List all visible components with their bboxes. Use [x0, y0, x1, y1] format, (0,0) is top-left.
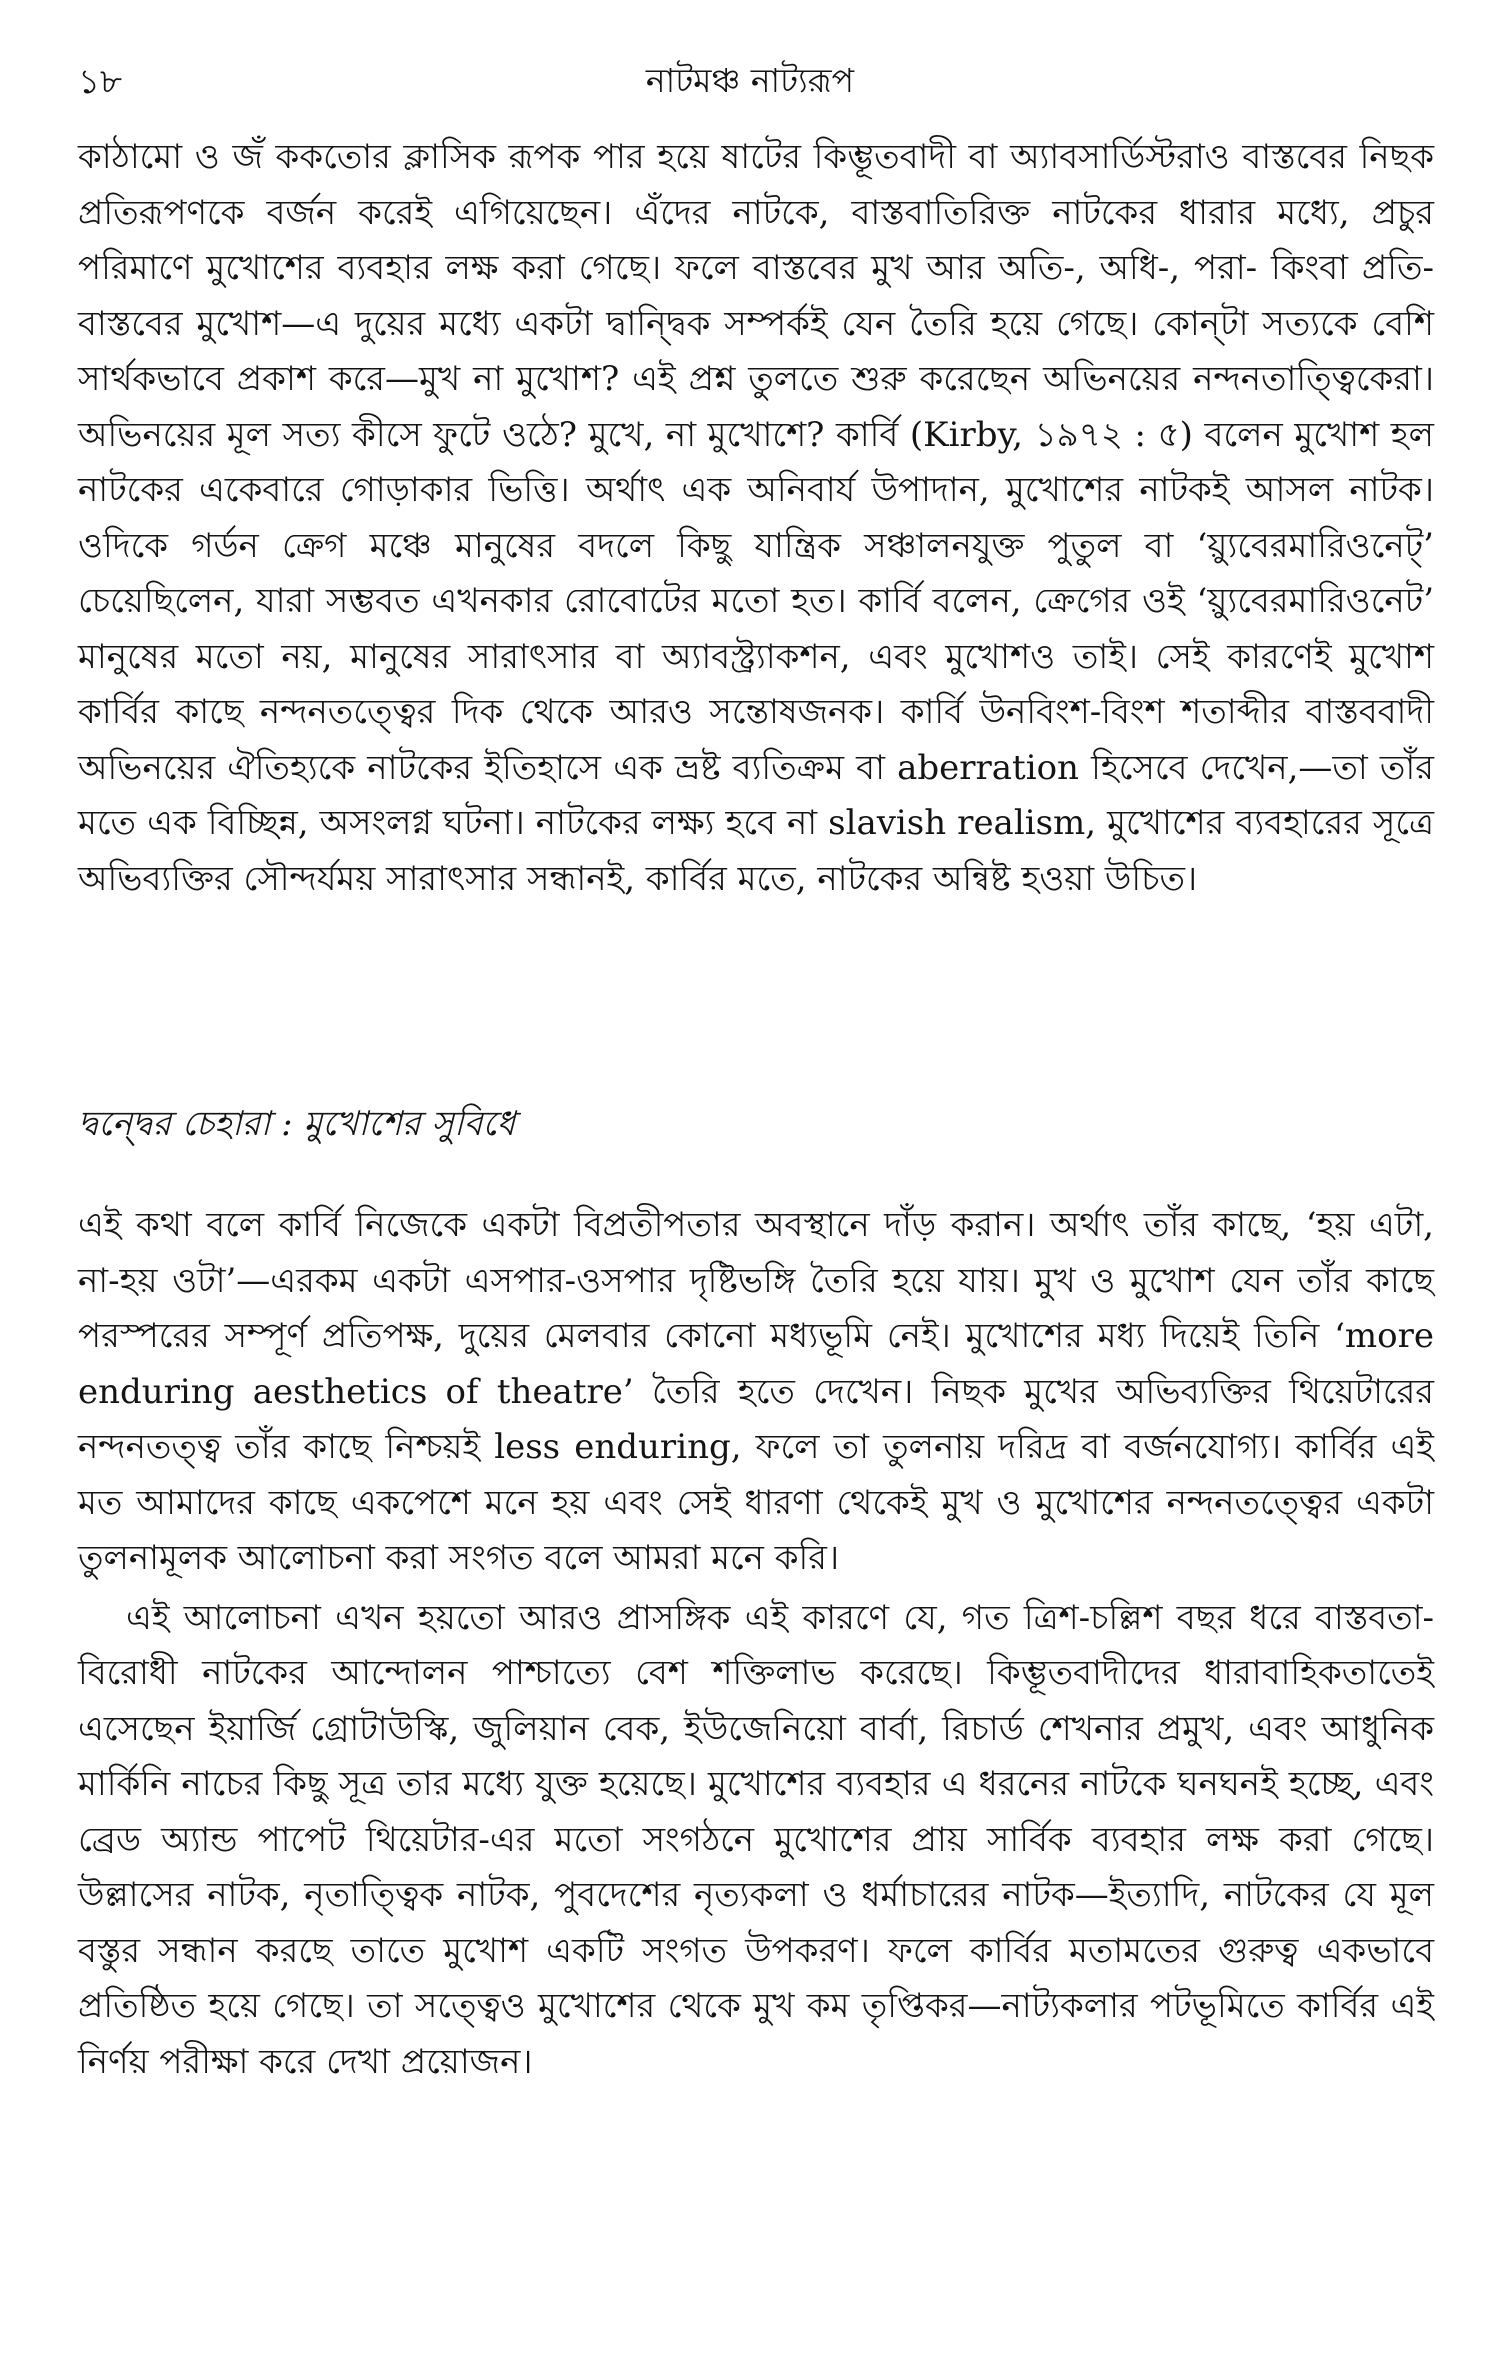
paragraph: কাঠামো ও জঁ ককতোর ক্লাসিক রূপক পার হয়ে ষাটের কিম্ভূতবাদী বা অ্যাবসার্ডিস্টরাও বাস্তবের নিছক প্রতিরূপণকে বর্জন করেই এগিয়েছেন। এঁদের নাটকে, বাস্তবাতিরিক্ত নাটকের ধারার মধ্যে, প্রচুর পরিমাণে মুখোশের ব্যবহার লক্ষ করা গেছে। ফলে বাস্তবের মুখ আর অতি-, অধি-, পরা- কিংবা প্রতি- বাস্তবের মুখোশ—এ দুয়ের মধ্যে একটা দ্বান্দ্বিক সম্পর্কই যেন তৈরি হয়ে গেছে। কোন্‌টা সত্যকে বেশি সার্থকভাবে প্রকাশ করে—মুখ না মুখোশ? এই প্রশ্ন তুলতে শুরু করেছেন অভিনয়ের নন্দনতাত্ত্বিকেরা। অভিনয়ের মূল সত্য কীসে ফুটে ওঠে? মুখে, না মুখোশে? কার্বি (Kirby, ১৯৭২ : ৫) বলেন মুখোশ হল নাটকের একেবারে গোড়াকার ভিত্তি। অর্থাৎ এক অনিবার্য উপাদান, মুখোশের নাটকই আসল নাটক। ওদিকে গর্ডন ক্রেগ মঞ্চে মানুষের বদলে কিছু যান্ত্রিক সঞ্চালনযুক্ত পুতুল বা ‘য়্যুবেরমারিওনেট্’ চেয়েছিলেন, যারা সম্ভবত এখনকার রোবোটের মতো হত। কার্বি বলেন, ক্রেগের ওই ‘য়্যুবেরমারিওনেট’ মানুষের মতো নয়, মানুষের সারাৎসার বা অ্যাবস্ট্র্যাকশন, এবং মুখোশও তাই। সেই কারণেই মুখোশ কার্বির কাছে নন্দনতত্ত্বের দিক থেকে আরও সন্তোষজনক। কার্বি উনবিংশ-বিংশ শতাব্দীর বাস্তববাদী অভিনয়ের ঐতিহ্যকে নাটকের ইতিহাসে এক ভ্রষ্ট ব্যতিক্রম বা aberration হিসেবে দেখেন,—তা তাঁর মতে এক বিচ্ছিন্ন, অসংলগ্ন ঘটনা। নাটকের লক্ষ্য হবে না slavish realism, মুখোশের ব্যবহারের সূত্রে অভিব্যক্তির সৌন্দর্যময় সারাৎসার সন্ধানই, কার্বির মতে, নাটকের অন্বিষ্ট হওয়া উচিত।: [78, 137, 1434, 899]
running-header-title: নাটমঞ্চ নাট্যরূপ: [645, 61, 855, 100]
page-number: ১৮: [78, 62, 123, 102]
paragraph: এই আলোচনা এখন হয়তো আরও প্রাসঙ্গিক এই কারণে যে, গত ত্রিশ-চল্লিশ বছর ধরে বাস্তবতা-বিরোধী নাটকের আন্দোলন পাশ্চাত্যে বেশ শক্তিলাভ করেছে। কিম্ভূতবাদীদের ধারাবাহিকতাতেই এসেছেন ইয়ার্জি গ্রোটাউস্কি, জুলিয়ান বেক, ইউজেনিয়ো বার্বা, রিচার্ড শেখনার প্রমুখ, এবং আধুনিক মার্কিনি নাচের কিছু সূত্র তার মধ্যে যুক্ত হয়েছে। মুখোশের ব্যবহার এ ধরনের নাটকে ঘনঘনই হচ্ছে, এবং ব্রেড অ্যান্ড পাপেট থিয়েটার-এর মতো সংগঠনে মুখোশের প্রায় সার্বিক ব্যবহার লক্ষ করা গেছে। উল্লাসের নাটক, নৃতাত্ত্বিক নাটক, পুবদেশের নৃত্যকলা ও ধর্মাচারের নাটক—ইত্যাদি, নাটকের যে মূল বস্তুর সন্ধান করছে তাতে মুখোশ একটি সংগত উপকরণ। ফলে কার্বির মতামতের গুরুত্ব একভাবে প্রতিষ্ঠিত হয়ে গেছে। তা সত্ত্বেও মুখোশের থেকে মুখ কম তৃপ্তিকর—নাট্যকলার পটভূমিতে কার্বির এই নির্ণয় পরীক্ষা করে দেখা প্রয়োজন।: [78, 1597, 1434, 2082]
body-text-bottom: [78, 1198, 1434, 2090]
section-heading: দ্বন্দ্বের চেহারা : মুখোশের সুবিধে: [78, 1104, 516, 1144]
body-text-top: [78, 130, 1434, 907]
paragraph: এই কথা বলে কার্বি নিজেকে একটা বিপ্রতীপতার অবস্থানে দাঁড় করান। অর্থাৎ তাঁর কাছে, ‘হয় এটা, না-হয় ওটা’—এরকম একটা এসপার-ওসপার দৃষ্টিভঙ্গি তৈরি হয়ে যায়। মুখ ও মুখোশ যেন তাঁর কাছে পরস্পরের সম্পূর্ণ প্রতিপক্ষ, দুয়ের মেলবার কোনো মধ্যভূমি নেই। মুখোশের মধ্য দিয়েই তিনি ‘more enduring aesthetics of theatre’ তৈরি হতে দেখেন। নিছক মুখের অভিব্যক্তির থিয়েটারের নন্দনতত্ত্ব তাঁর কাছে নিশ্চয়ই less enduring, ফলে তা তুলনায় দরিদ্র বা বর্জনযোগ্য। কার্বির এই মত আমাদের কাছে একপেশে মনে হয় এবং সেই ধারণা থেকেই মুখ ও মুখোশের নন্দনতত্ত্বের একটা তুলনামূলক আলোচনা করা সংগত বলে আমরা মনে করি।: [78, 1205, 1434, 1578]
